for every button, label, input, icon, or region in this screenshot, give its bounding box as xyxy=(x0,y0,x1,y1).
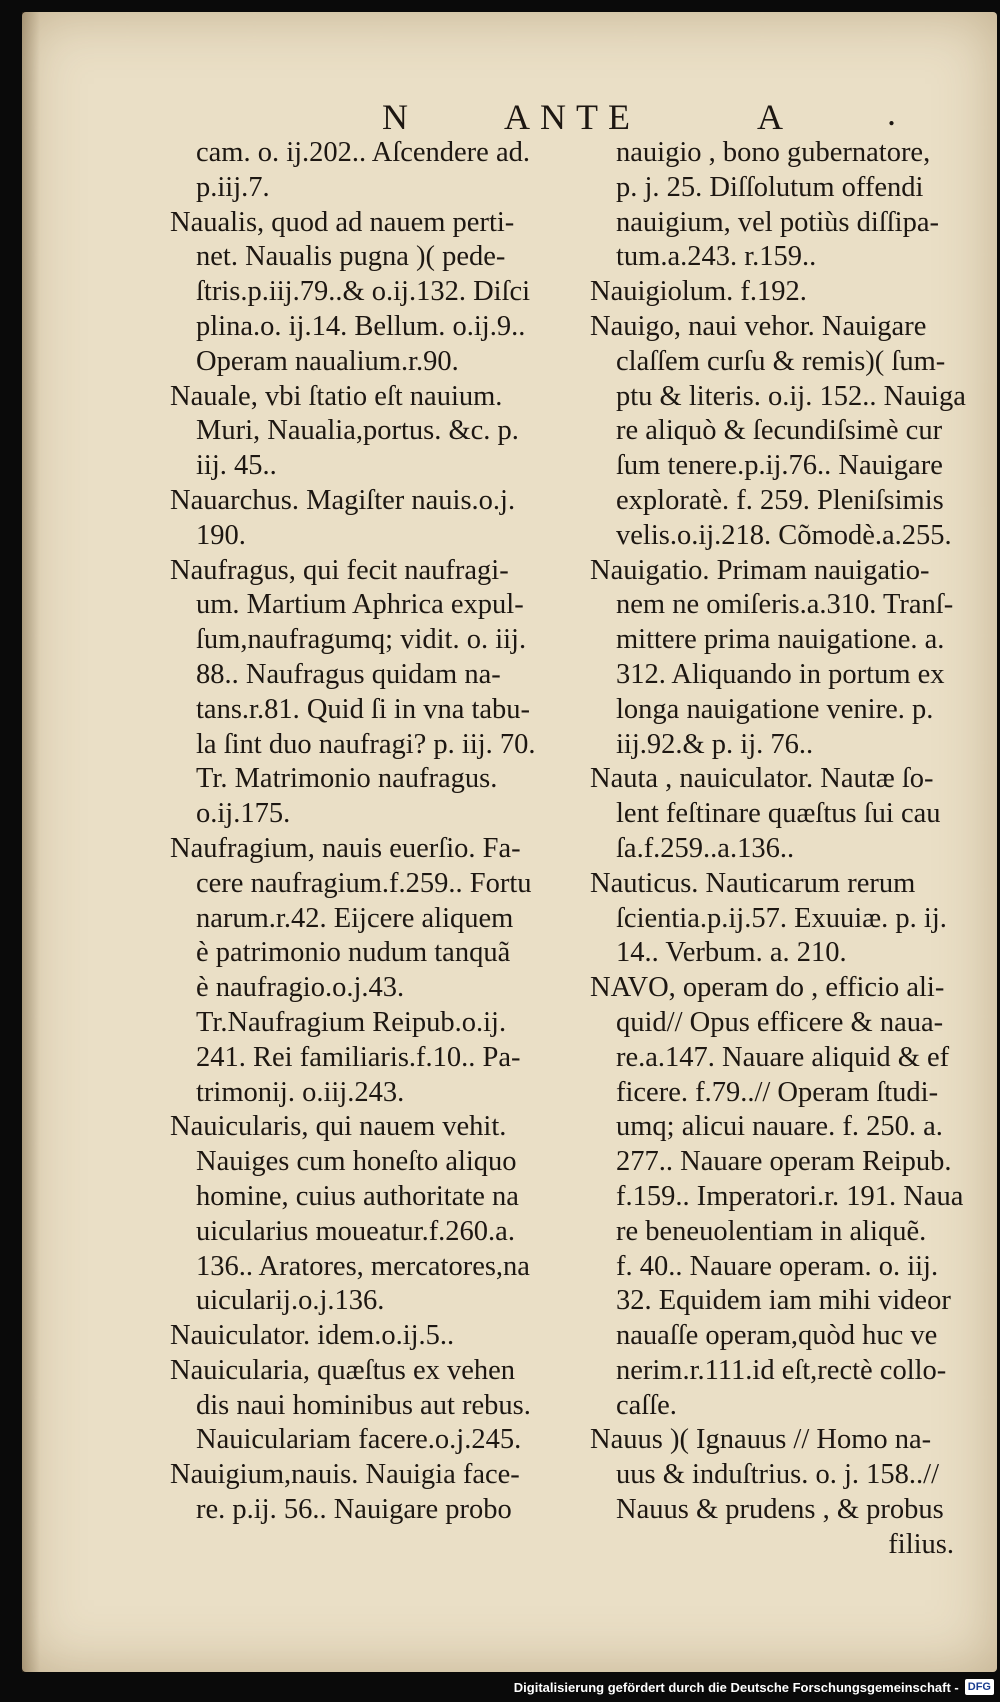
entry-line: ſum,naufragumq; vidit. o. iij. xyxy=(196,624,527,656)
entry-line: cam. o. ij.202.. Aſcendere ad. xyxy=(196,137,530,168)
entry-line: Tr.Naufragium Reipub.o.ij. xyxy=(196,1006,507,1038)
entry-headword-line: Nauicularia, quæſtus ex vehen xyxy=(170,1354,516,1386)
entry-line: exploratè. f. 259. Pleniſsimis xyxy=(616,484,944,516)
entry-headword-line: Nauarchus. Magiſter nauis.o.j. xyxy=(170,484,516,516)
left-column xyxy=(170,136,568,1528)
entry-line: 241. Rei familiaris.f.10.. Pa- xyxy=(196,1041,521,1073)
entry-line: nerim.r.111.id eſt,rectè collo- xyxy=(616,1354,947,1386)
entry-line: mittere prima nauigatione. a. xyxy=(616,624,945,656)
entry-line: uus & induſtrius. o. j. 158..// xyxy=(616,1459,940,1491)
entry-headword-line: Nauta , nauiculator. Nautæ ſo- xyxy=(590,763,934,795)
entry-line: trimonij. o.iij.243. xyxy=(196,1076,405,1108)
entry-line: la ſint duo naufragi? p. iij. 70. xyxy=(196,728,536,760)
entry-line: 190. xyxy=(196,519,246,551)
entry-line: p.iij.7. xyxy=(196,171,270,203)
entry-headword-line: Naufragus, qui fecit naufragi- xyxy=(170,554,509,586)
entry-line: ſtris.p.iij.79..& o.ij.132. Diſci xyxy=(196,276,531,308)
right-column xyxy=(590,136,990,1563)
entry-headword-line: Nauigo, naui vehor. Nauigare xyxy=(590,310,927,342)
entry-line: cere naufragium.f.259.. Fortu xyxy=(196,867,532,899)
entry-headword-line: Nauicularis, qui nauem vehit. xyxy=(170,1111,507,1143)
entry-line: quid// Opus efficere & naua- xyxy=(616,1006,944,1038)
entry-line: um. Martium Aphrica expul- xyxy=(196,589,524,621)
entry-line: Nauiges cum honeſto aliquo xyxy=(196,1146,517,1178)
header-dot: . xyxy=(887,93,898,133)
entry-line: è naufragio.o.j.43. xyxy=(196,972,405,1004)
entry-line: plina.o. ij.14. Bellum. o.ij.9.. xyxy=(196,310,526,342)
entry-line: homine, cuius authoritate na xyxy=(196,1180,519,1212)
digitization-credit xyxy=(514,1674,994,1700)
entry-line: p. j. 25. Diſſolutum offendi xyxy=(616,171,924,203)
entry-line: ſa.f.259..a.136.. xyxy=(616,832,795,864)
entry-line: ſum tenere.p.ij.76.. Nauigare xyxy=(616,450,943,482)
entry-line: Nauiculariam facere.o.j.245. xyxy=(196,1424,522,1456)
entry-headword-line: Nauale, vbi ſtatio eſt nauium. xyxy=(170,380,503,412)
entry-line: tum.a.243. r.159.. xyxy=(616,241,817,273)
header-word: ANTE xyxy=(504,97,640,137)
entry-headword-line: NAVO, operam do , efficio ali- xyxy=(590,972,945,1004)
entry-line: nauigium, vel potiùs diſſipa- xyxy=(616,206,939,238)
entry-line: uicularius moueatur.f.260.a. xyxy=(196,1215,515,1247)
entry-line: claſſem curſu & remis)( ſum- xyxy=(616,345,946,377)
entry-line: Operam naualium.r.90. xyxy=(196,345,459,377)
entry-line: 32. Equidem iam mihi videor xyxy=(616,1285,951,1317)
header-letter-left: N xyxy=(382,97,410,137)
entry-line: 88.. Naufragus quidam na- xyxy=(196,658,501,690)
entry-headword-line: Naufragium, nauis euerſio. Fa- xyxy=(170,832,521,864)
entry-line: caſſe. xyxy=(616,1389,677,1421)
entry-headword-line: Nauticus. Nauticarum rerum xyxy=(590,867,916,899)
entry-line: nauigio , bono gubernatore, xyxy=(616,137,931,168)
entry-line: uicularij.o.j.136. xyxy=(196,1285,385,1317)
entry-headword-line: Nauigium,nauis. Nauigia face- xyxy=(170,1459,520,1491)
entry-line: ptu & literis. o.ij. 152.. Nauiga xyxy=(616,380,966,412)
entry-line: re. p.ij. 56.. Nauigare probo xyxy=(196,1494,512,1526)
entry-line: ficere. f.79..// Operam ſtudi- xyxy=(616,1076,939,1108)
entry-line: nem ne omiſeris.a.310. Tranſ- xyxy=(616,589,954,621)
entry-line: 136.. Aratores, mercatores,na xyxy=(196,1250,530,1282)
header-letter-right: A xyxy=(757,97,785,137)
entry-line: narum.r.42. Eijcere aliquem xyxy=(196,902,514,934)
running-header xyxy=(22,93,997,137)
entry-line: net. Naualis pugna )( pede- xyxy=(196,241,506,273)
entry-headword-line: Nauus )( Ignauus // Homo na- xyxy=(590,1424,932,1456)
entry-line: iij.92.& p. ij. 76.. xyxy=(616,728,814,760)
credit-text: Digitalisierung gefördert durch die Deutsche Forschungsgemeinschaft - xyxy=(513,1679,959,1695)
entry-line: 14.. Verbum. a. 210. xyxy=(616,937,847,969)
entry-line: Tr. Matrimonio naufragus. xyxy=(196,763,498,795)
entry-line: 312. Aliquando in portum ex xyxy=(616,658,945,690)
entry-line: lent feſtinare quæſtus ſui cau xyxy=(616,798,941,830)
entry-line: dis naui hominibus aut rebus. xyxy=(196,1389,531,1421)
entry-line: velis.o.ij.218. Cõmodè.a.255. xyxy=(616,519,952,551)
entry-line: re.a.147. Nauare aliquid & ef xyxy=(616,1041,950,1073)
entry-line: umq; alicui nauare. f. 250. a. xyxy=(616,1111,943,1143)
entry-line: f. 40.. Nauare operam. o. iij. xyxy=(616,1250,939,1282)
entry-headword-line: Nauigatio. Primam nauigatio- xyxy=(590,554,930,586)
entry-line: iij. 45.. xyxy=(196,450,277,482)
entry-line: longa nauigatione venire. p. xyxy=(616,693,934,725)
entry-line: è patrimonio nudum tanquã xyxy=(196,937,511,969)
entry-line: Muri, Naualia,portus. &c. p. xyxy=(196,415,519,447)
entry-line: f.159.. Imperatori.r. 191. Naua xyxy=(616,1180,964,1212)
entry-line: tans.r.81. Quid ſi in vna tabu- xyxy=(196,693,531,725)
entry-line: Nauus & prudens , & probus xyxy=(616,1494,944,1526)
entry-headword-line: Nauigiolum. f.192. xyxy=(590,276,807,308)
entry-line: re beneuolentiam in aliquẽ. xyxy=(616,1215,927,1247)
entry-line: filius. xyxy=(888,1528,954,1560)
dfg-logo: DFG xyxy=(965,1679,994,1695)
entry-headword-line: Naualis, quod ad nauem perti- xyxy=(170,206,515,238)
entry-line: 277.. Nauare operam Reipub. xyxy=(616,1146,952,1178)
entry-line: o.ij.175. xyxy=(196,798,291,830)
entry-line: re aliquò & ſecundiſsimè cur xyxy=(616,415,943,447)
entry-line: nauaſſe operam,quòd huc ve xyxy=(616,1320,938,1352)
entry-line: ſcientia.p.ij.57. Exuuiæ. p. ij. xyxy=(616,902,947,934)
book-page xyxy=(22,12,997,1672)
entry-headword-line: Nauiculator. idem.o.ij.5.. xyxy=(170,1320,455,1352)
